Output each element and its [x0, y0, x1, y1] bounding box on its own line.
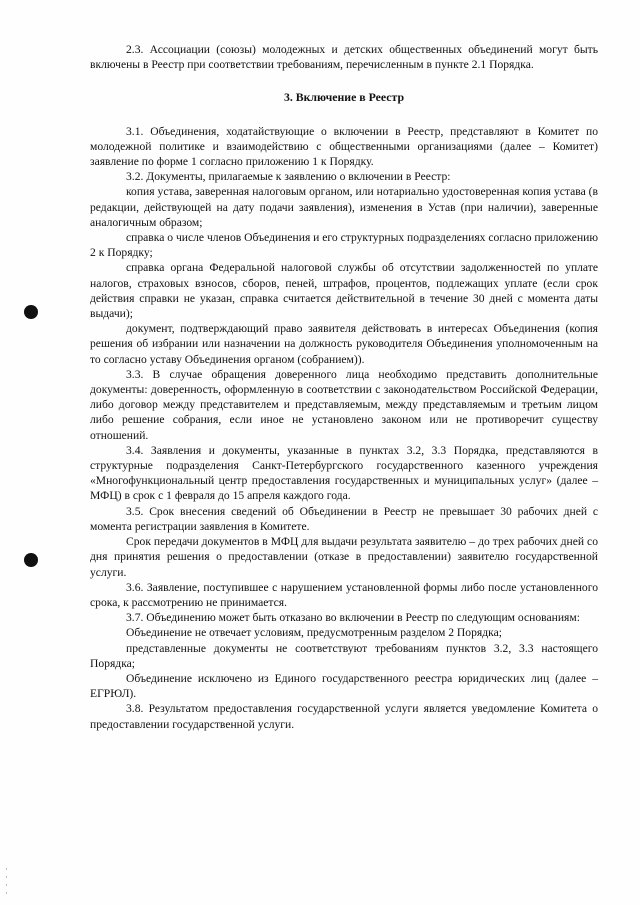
paragraph-3-7-b: представленные документы не соответствуют требованиям пунктов 3.2, 3.3 настоящего Порядка;	[90, 641, 598, 670]
paragraph-3-2: 3.2. Документы, прилагаемые к заявлению о включении в Реестр:	[126, 170, 451, 184]
punch-hole	[24, 553, 38, 567]
paragraph-3-7-a: Объединение не отвечает условиям, предусмотренным разделом 2 Порядка;	[126, 626, 502, 640]
paragraph-3-2-d: документ, подтверждающий право заявителя действовать в интересах Объединения (копия решения об избрании или назначении на должность руководителя Объединения уполномоченным на то согласно уставу Объединения органом (собранием)).	[90, 322, 598, 366]
paragraph-3-1: 3.1. Объединения, ходатайствующие о включении в Реестр, представляют в Комитет по молодежной политике и взаимодействию с общественными организациями (далее – Комитет) заявление по форме 1 согласно приложению 1 к Порядку.	[90, 124, 598, 169]
section-title: 3. Включение в Реестр	[283, 90, 405, 105]
paragraph-3-5: 3.5. Срок внесения сведений об Объединении в Реестр не превышает 30 рабочих дней с момента регистрации заявления в Комитете.	[90, 504, 598, 533]
document-body	[90, 42, 598, 732]
paragraph-3-4: 3.4. Заявления и документы, указанные в пунктах 3.2, 3.3 Порядка, представляются в структурные подразделения Санкт-Петербургского государственного казенного учреждения «Многофункциональный центр предоставления государственных и муниципальных услуг» (далее – МФЦ) в срок с 1 февраля до 15 апреля каждого года.	[90, 443, 598, 503]
paragraph-3-5-b: Срок передачи документов в МФЦ для выдачи результата заявителю – до трех рабочих дней со дня принятия решения о предоставлении (отказе в предоставлении) заявителю государственной услуги.	[90, 535, 598, 579]
paragraph-3-2-a: копия устава, заверенная налоговым органом, или нотариально удостоверенная копия устава (в редакции, действующей на дату подачи заявления), изменения в Устав (при наличии), заверенные аналогичным образом;	[90, 185, 598, 229]
paragraph-2-3: 2.3. Ассоциации (союзы) молодежных и детских общественных объединений могут быть включены в Реестр при соответствии требованиям, перечисленным в пункте 2.1 Порядка.	[90, 43, 598, 72]
scan-speck	[6, 876, 7, 878]
paragraph-3-6: 3.6. Заявление, поступившее с нарушением установленной формы либо после установленного срока, к рассмотрению не принимается.	[90, 580, 598, 609]
scan-speck	[6, 884, 7, 886]
paragraph-3-2-b: справка о числе членов Объединения и его структурных подразделениях согласно приложению 2 к Порядку;	[90, 231, 599, 260]
punch-hole	[24, 305, 38, 319]
paragraph-3-7-c: Объединение исключено из Единого государственного реестра юридических лиц (далее – ЕГРЮЛ).	[90, 671, 598, 701]
paragraph-3-7: 3.7. Объединению может быть отказано во включении в Реестр по следующим основаниям:	[126, 611, 580, 625]
paragraph-3-2-c: справка органа Федеральной налоговой службы об отсутствии задолженностей по уплате налогов, страховых взносов, сборов, пеней, штрафов, процентов, подлежащих уплате (если срок действия справки не указан, справка считается действительной в течение 30 дней с момента даты выдачи);	[90, 261, 598, 321]
scan-speck	[6, 892, 7, 894]
paragraph-3-3: 3.3. В случае обращения доверенного лица необходимо представить дополнительные документы: доверенность, оформленную в соответствии с законодательством Российской Федерации, либо договор между представителем и представляемым, между представляемым и третьим лицом либо решение собрания, если иное не установлено законом или не противоречит существу отношений.	[90, 367, 598, 442]
scan-speck	[6, 868, 7, 870]
paragraph-3-8: 3.8. Результатом предоставления государственной услуги является уведомление Комитета о предоставлении государственной услуги.	[90, 702, 598, 731]
